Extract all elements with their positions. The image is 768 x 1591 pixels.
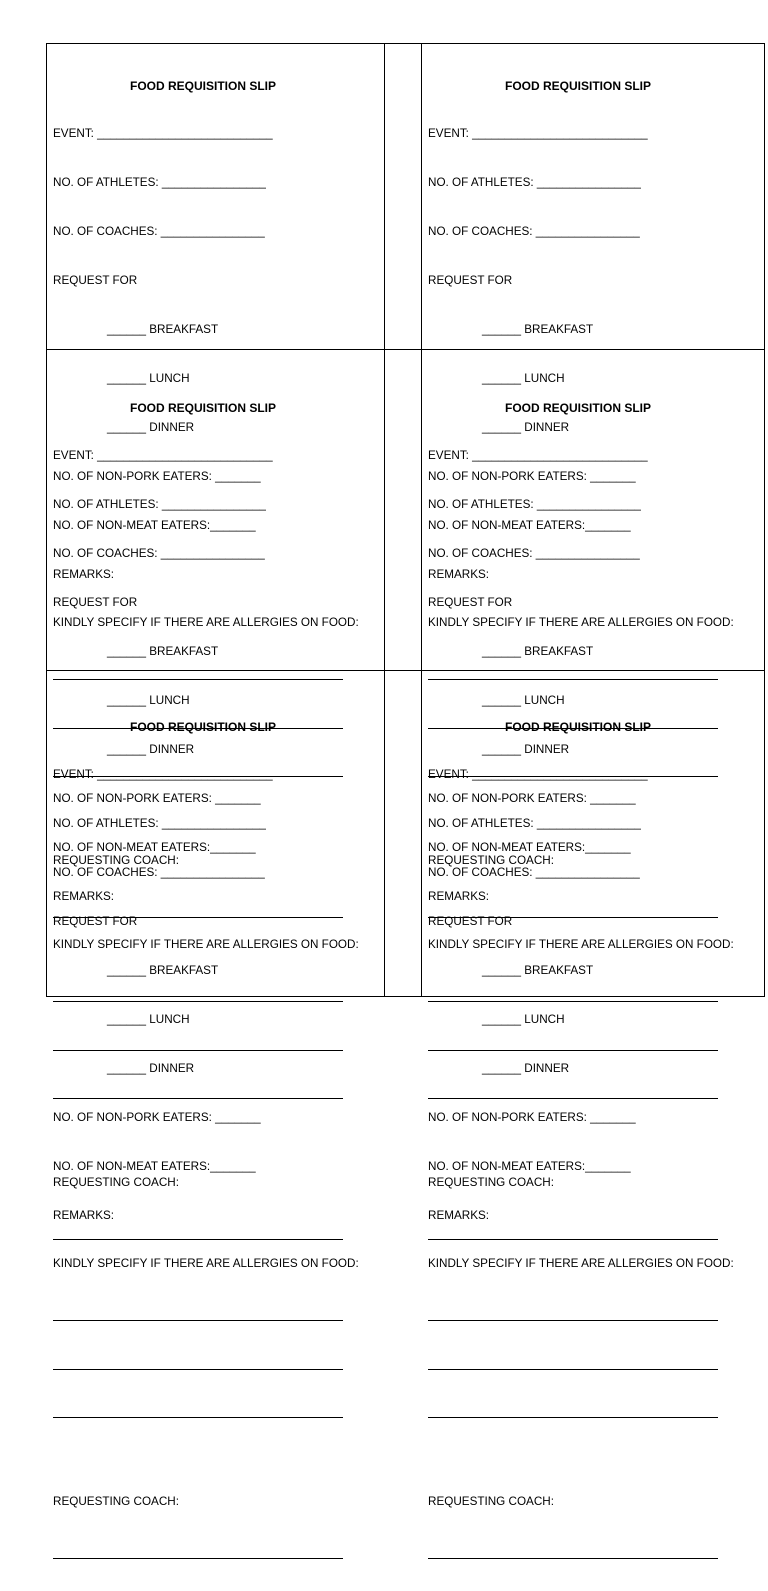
athletes-field[interactable]: NO. OF ATHLETES: ________________ [428, 498, 641, 512]
remarks-label: REMARKS: [428, 889, 490, 903]
requesting-coach-label: REQUESTING COACH: [53, 1494, 179, 1508]
allergies-label: KINDLY SPECIFY IF THERE ARE ALLERGIES ON FOOD: [53, 938, 359, 952]
coaches-field[interactable]: NO. OF COACHES: ________________ [428, 866, 640, 880]
dinner-field[interactable]: ______ DINNER [107, 420, 195, 434]
request-for-label: REQUEST FOR [53, 915, 138, 929]
remarks-label: REMARKS: [428, 567, 490, 581]
athletes-field[interactable]: NO. OF ATHLETES: ________________ [53, 817, 266, 831]
requesting-coach-label: REQUESTING COACH: [53, 853, 179, 867]
lunch-field[interactable]: ______ LUNCH [482, 371, 565, 385]
athletes-field[interactable]: NO. OF ATHLETES: ________________ [428, 176, 641, 190]
event-field[interactable]: EVENT: ___________________________ [428, 127, 648, 141]
non-pork-field[interactable]: NO. OF NON-PORK EATERS: _______ [428, 469, 636, 483]
request-for-label: REQUEST FOR [53, 596, 138, 610]
breakfast-field[interactable]: ______ BREAKFAST [107, 323, 219, 337]
allergies-label: KINDLY SPECIFY IF THERE ARE ALLERGIES ON FOOD: [428, 1257, 734, 1271]
lunch-field[interactable]: ______ LUNCH [107, 693, 190, 707]
coaches-field[interactable]: NO. OF COACHES: ________________ [53, 547, 265, 561]
spacer [428, 1451, 728, 1461]
event-field[interactable]: EVENT: ___________________________ [428, 768, 648, 782]
non-pork-field[interactable]: NO. OF NON-PORK EATERS: _______ [428, 1110, 636, 1124]
dinner-field[interactable]: ______ DINNER [107, 1061, 195, 1075]
non-meat-field[interactable]: NO. OF NON-MEAT EATERS:_______ [53, 840, 256, 854]
coaches-field[interactable]: NO. OF COACHES: ________________ [428, 547, 640, 561]
non-meat-field[interactable]: NO. OF NON-MEAT EATERS:_______ [428, 1159, 631, 1173]
non-pork-field[interactable]: NO. OF NON-PORK EATERS: _______ [53, 791, 261, 805]
slip-title: FOOD REQUISITION SLIP [504, 400, 651, 415]
request-for-label: REQUEST FOR [428, 274, 513, 288]
remarks-label: REMARKS: [53, 567, 115, 581]
requesting-coach-label: REQUESTING COACH: [428, 1494, 554, 1508]
event-field[interactable]: EVENT: ___________________________ [53, 127, 273, 141]
requesting-coach-label: REQUESTING COACH: [428, 853, 554, 867]
allergies-line[interactable] [53, 1402, 343, 1418]
spacer [53, 1451, 353, 1461]
lunch-field[interactable]: ______ LUNCH [107, 1012, 190, 1026]
slip-title: FOOD REQUISITION SLIP [504, 719, 651, 734]
breakfast-field[interactable]: ______ BREAKFAST [107, 964, 219, 978]
coaches-field[interactable]: NO. OF COACHES: ________________ [53, 225, 265, 239]
non-meat-field[interactable]: NO. OF NON-MEAT EATERS:_______ [53, 518, 256, 532]
remarks-label: REMARKS: [428, 1208, 490, 1222]
non-meat-field[interactable]: NO. OF NON-MEAT EATERS:_______ [428, 518, 631, 532]
food-requisition-slip [428, 686, 734, 1591]
allergies-line[interactable] [53, 1305, 343, 1321]
non-pork-field[interactable]: NO. OF NON-PORK EATERS: _______ [53, 469, 261, 483]
non-pork-field[interactable]: NO. OF NON-PORK EATERS: _______ [53, 1110, 261, 1124]
allergies-line[interactable] [428, 1305, 718, 1321]
food-requisition-slip [53, 686, 359, 1591]
event-field[interactable]: EVENT: ___________________________ [53, 768, 273, 782]
event-field[interactable]: EVENT: ___________________________ [53, 449, 273, 463]
request-for-label: REQUEST FOR [428, 915, 513, 929]
breakfast-field[interactable]: ______ BREAKFAST [482, 645, 594, 659]
requesting-coach-label: REQUESTING COACH: [428, 1175, 554, 1189]
breakfast-field[interactable]: ______ BREAKFAST [107, 645, 219, 659]
remarks-label: REMARKS: [53, 889, 115, 903]
lunch-field[interactable]: ______ LUNCH [482, 1012, 565, 1026]
allergies-label: KINDLY SPECIFY IF THERE ARE ALLERGIES ON FOOD: [428, 616, 734, 630]
breakfast-field[interactable]: ______ BREAKFAST [482, 964, 594, 978]
lunch-field[interactable]: ______ LUNCH [482, 693, 565, 707]
athletes-field[interactable]: NO. OF ATHLETES: ________________ [53, 498, 266, 512]
request-for-label: REQUEST FOR [428, 596, 513, 610]
lunch-field[interactable]: ______ LUNCH [107, 371, 190, 385]
allergies-label: KINDLY SPECIFY IF THERE ARE ALLERGIES ON FOOD: [53, 616, 359, 630]
non-meat-field[interactable]: NO. OF NON-MEAT EATERS:_______ [428, 840, 631, 854]
slip-title: FOOD REQUISITION SLIP [129, 400, 276, 415]
allergies-label: KINDLY SPECIFY IF THERE ARE ALLERGIES ON FOOD: [53, 1257, 359, 1271]
athletes-field[interactable]: NO. OF ATHLETES: ________________ [428, 817, 641, 831]
requesting-coach-line[interactable] [53, 1543, 343, 1559]
breakfast-field[interactable]: ______ BREAKFAST [482, 323, 594, 337]
event-field[interactable]: EVENT: ___________________________ [428, 449, 648, 463]
coaches-field[interactable]: NO. OF COACHES: ________________ [428, 225, 640, 239]
dinner-field[interactable]: ______ DINNER [482, 1061, 570, 1075]
slip-title: FOOD REQUISITION SLIP [504, 78, 651, 93]
dinner-field[interactable]: ______ DINNER [107, 742, 195, 756]
allergies-label: KINDLY SPECIFY IF THERE ARE ALLERGIES ON FOOD: [428, 938, 734, 952]
slip-title: FOOD REQUISITION SLIP [129, 78, 276, 93]
coaches-field[interactable]: NO. OF COACHES: ________________ [53, 866, 265, 880]
allergies-line[interactable] [428, 1402, 718, 1418]
dinner-field[interactable]: ______ DINNER [482, 742, 570, 756]
dinner-field[interactable]: ______ DINNER [482, 420, 570, 434]
requesting-coach-line[interactable] [428, 1543, 718, 1559]
allergies-line[interactable] [53, 1354, 343, 1370]
slip-title: FOOD REQUISITION SLIP [129, 719, 276, 734]
request-for-label: REQUEST FOR [53, 274, 138, 288]
allergies-line[interactable] [428, 1354, 718, 1370]
requesting-coach-label: REQUESTING COACH: [53, 1175, 179, 1189]
athletes-field[interactable]: NO. OF ATHLETES: ________________ [53, 176, 266, 190]
non-pork-field[interactable]: NO. OF NON-PORK EATERS: _______ [428, 791, 636, 805]
remarks-label: REMARKS: [53, 1208, 115, 1222]
column-divider-right [421, 44, 422, 996]
non-meat-field[interactable]: NO. OF NON-MEAT EATERS:_______ [53, 1159, 256, 1173]
column-divider-left [384, 44, 385, 996]
